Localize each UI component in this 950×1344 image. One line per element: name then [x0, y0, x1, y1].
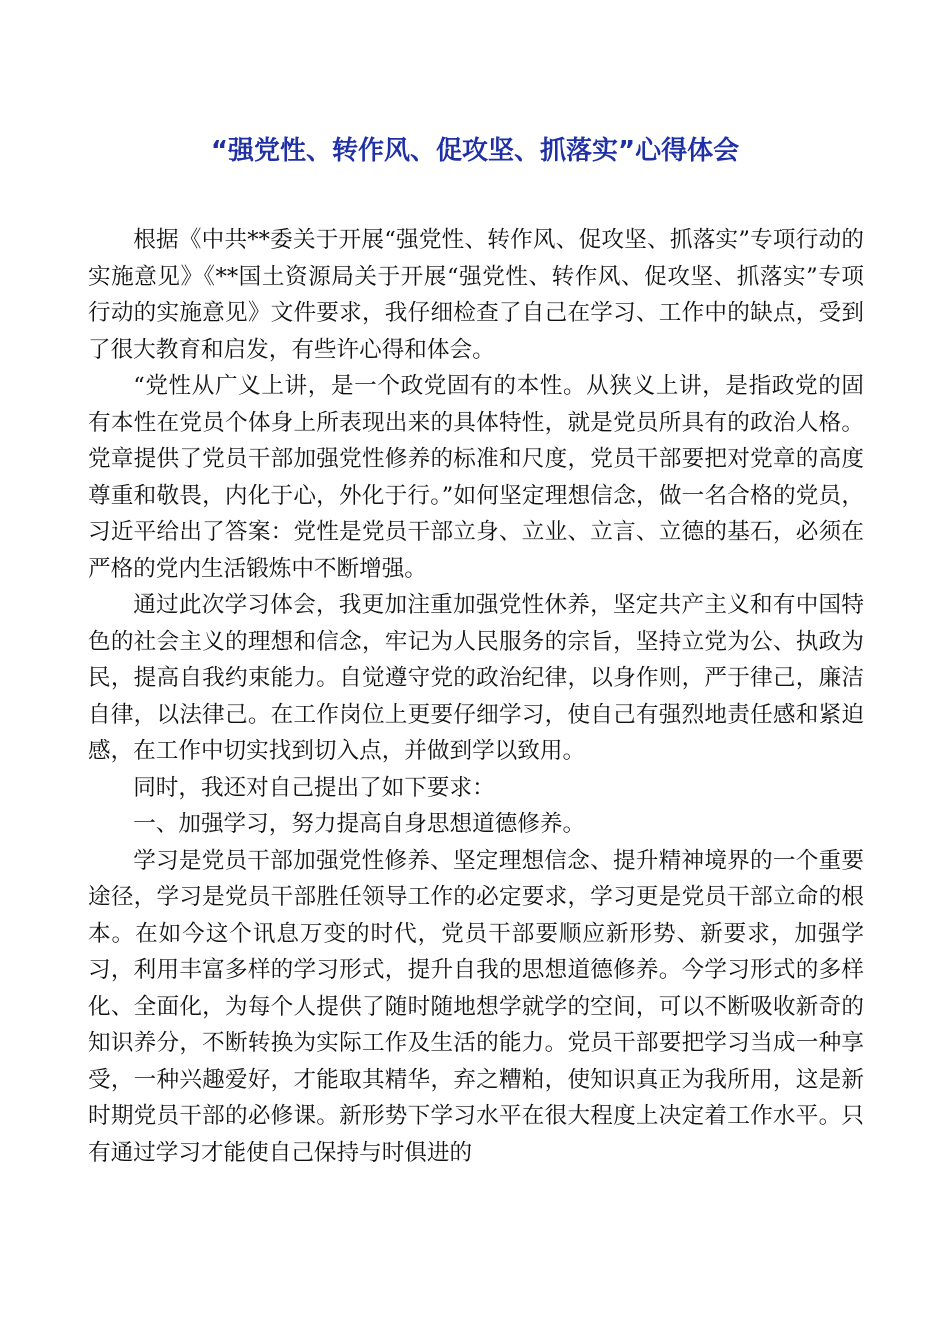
body-paragraph: 通过此次学习体会，我更加注重加强党性休养，坚定共产主义和有中国特色的社会主义的理想和信念，牢记为人民服务的宗旨，坚持立党为公、执政为民，提高自我约束能力。自觉遵守党的政治纪律，以身作则，严于律己，廉洁自律，以法律己。在工作岗位上更要仔细学习，使自己有强烈地责任感和紧迫感，在工作中切实找到切入点，并做到学以致用。 — [88, 592, 864, 764]
body-paragraph: 根据《中共**委关于开展“强党性、转作风、促攻坚、抓落实”专项行动的实施意见》《**国土资源局关于开展“强党性、转作风、促攻坚、抓落实”专项行动的实施意见》文件要求，我仔细检查了自己在学习、工作中的缺点，受到了很大教育和启发，有些许心得和体会。 — [88, 227, 864, 363]
document-title: “强党性、转作风、促攻坚、抓落实”心得体会 — [210, 136, 740, 166]
section-heading: 一、加强学习，努力提高自身思想道德修养。 — [133, 811, 586, 837]
body-paragraph: 同时，我还对自己提出了如下要求： — [133, 774, 495, 801]
body-paragraph: 学习是党员干部加强党性修养、坚定理想信念、提升精神境界的一个重要途径，学习是党员干部胜任领导工作的必定要求，学习更是党员干部立命的根本。在如今这个讯息万变的时代，党员干部要顺应新形势、新要求，加强学习，利用丰富多样的学习形式，提升自我的思想道德修养。今学习形式的多样化、全面化，为每个人提供了随时随地想学就学的空间，可以不断吸收新奇的知识养分，不断转换为实际工作及生活的能力。党员干部要把学习当成一种享受，一种兴趣爱好，才能取其精华，弃之糟粕，使知识真正为我所用，这是新时期党员干部的必修课。新形势下学习水平在很大程度上决定着工作水平。只有通过学习才能使自己保持与时俱进的 — [88, 847, 864, 1166]
document-body — [88, 222, 864, 1171]
body-paragraph: “党性从广义上讲，是一个政党固有的本性。从狭义上讲，是指政党的固有本性在党员个体身上所表现出来的具体特性，就是党员所具有的政治人格。党章提供了党员干部加强党性修养的标准和尺度，党员干部要把对党章的高度尊重和敬畏，内化于心，外化于行。”如何坚定理想信念，做一名合格的党员，习近平给出了答案：党性是党员干部立身、立业、立言、立德的基石，必须在严格的党内生活锻炼中不断增强。 — [88, 373, 864, 582]
